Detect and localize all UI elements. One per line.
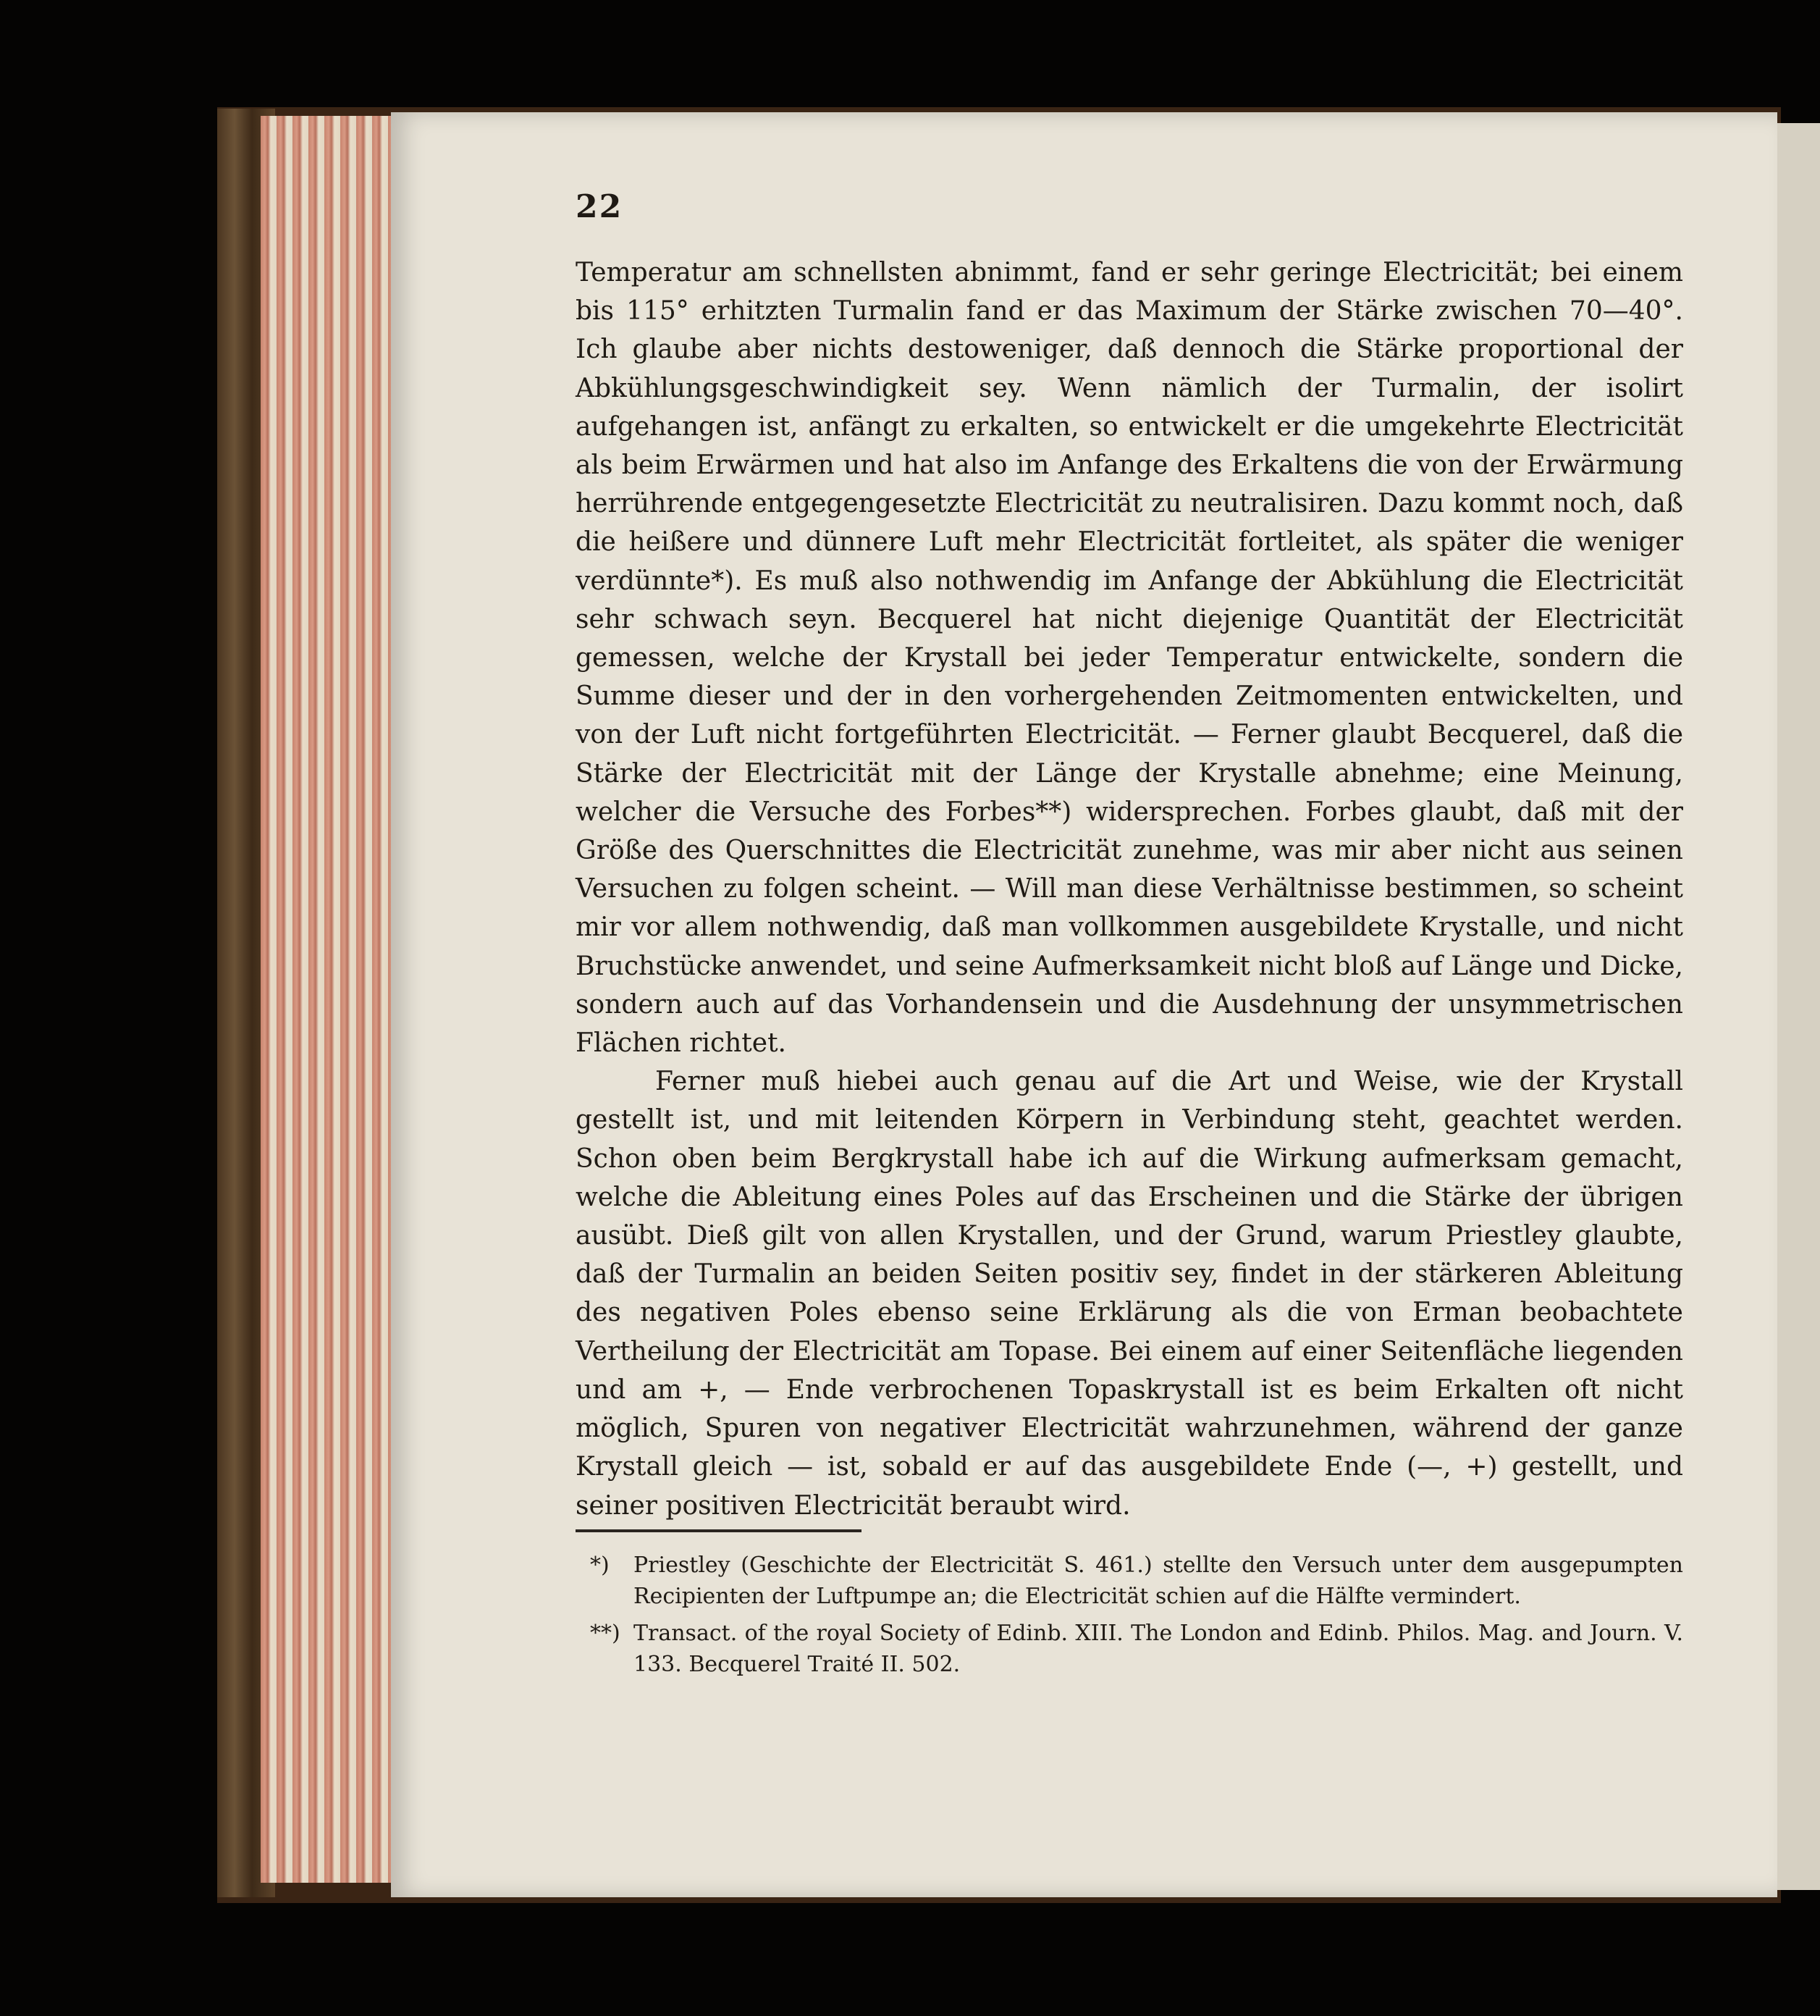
paragraph: Temperatur am schnellsten abnimmt, fand er sehr geringe Electricität; bei einem bis 115° erhitzten Turmalin fand er das Maximum der Stärke zwischen 70—40°. Ich glaube aber nichts destoweniger, daß dennoch die Stärke proportional der Abkühlungsgeschwindigkeit sey. Wenn nämlich der Turmalin, der isolirt aufgehangen ist, anfängt zu erkalten, so entwickelt er die umgekehrte Electricität als beim Erwärmen und hat also im Anfange des Erkaltens die von der Erwärmung herrührende entgegengesetzte Electricität zu neutralisiren. Dazu kommt noch, daß die heißere und dünnere Luft mehr Electricität fortleitet, als später die weniger verdünnte*). Es muß also nothwendig im Anfange der Abkühlung die Electricität sehr schwach seyn. Becquerel hat nicht diejenige Quantität der Electricität gemessen, welche der Krystall bei jeder Temperatur entwickelte, sondern die Summe dieser und der in den vorhergehenden Zeitmomenten entwickelten, und von der Luft nicht fortgeführten Electricität. — Ferner glaubt Becquerel, daß die Stärke der Electricität mit der Länge der Krystalle abnehme; eine Meinung, welcher die Versuche des Forbes**) widersprechen. Forbes glaubt, daß mit der Größe des Querschnittes die Electricität zunehme, was mir aber nicht aus seinen Versuchen zu folgen scheint. — Will man diese Verhältnisse bestimmen, so scheint mir vor allem nothwendig, daß man vollkommen ausgebildete Krystalle, und nicht Bruchstücke anwendet, und seine Aufmerksamkeit nicht bloß auf Länge und Dicke, sondern auch auf das Vorhandensein und die Ausdehnung der unsymmetrischen Flächen richtet. bbox=[576, 258, 1683, 1059]
footnote-marker: **) bbox=[590, 1621, 620, 1646]
footnote-text: Priestley (Geschichte der Electricität S. 461.) stellte den Versuch unter dem ausgepumpten Recipienten der Luftpumpe an; die Electricität schien auf die Hälfte vermindert. bbox=[633, 1553, 1683, 1609]
footnote-text: Transact. of the royal Society of Edinb. XIII. The London and Edinb. Philos. Mag. and Journ. V. 133. Becquerel Traité II. 502. bbox=[633, 1621, 1683, 1677]
page-number: 22 bbox=[576, 188, 623, 225]
body-text bbox=[576, 253, 1683, 1525]
footnote bbox=[576, 1550, 1683, 1612]
footnotes bbox=[576, 1550, 1683, 1686]
footnote-marker: *) bbox=[590, 1553, 610, 1578]
page-edges bbox=[261, 116, 398, 1883]
footnote bbox=[576, 1618, 1683, 1680]
facing-page-edge bbox=[1775, 123, 1820, 1890]
footnote-separator bbox=[576, 1529, 861, 1532]
text-area bbox=[576, 188, 1683, 1781]
paragraph: Ferner muß hiebei auch genau auf die Art und Weise, wie der Krystall gestellt ist, und mit leitenden Körpern in Verbindung steht, geachtet werden. Schon oben beim Bergkrystall habe ich auf die Wirkung aufmerksam gemacht, welche die Ableitung eines Poles auf das Erscheinen und die Stärke der übrigen ausübt. Dieß gilt von allen Krystallen, und der Grund, warum Priestley glaubte, daß der Turmalin an beiden Seiten positiv sey, findet in der stärkeren Ableitung des negativen Poles ebenso seine Erklärung als die von Erman beobachtete Vertheilung der Electricität am Topase. Bei einem auf einer Seitenfläche liegenden und am +, — Ende verbrochenen Topaskrystall ist es beim Erkalten oft nicht möglich, Spuren von negativer Electricität wahrzunehmen, während der ganze Krystall gleich — ist, sobald er auf das ausgebildete Ende (—, +) gestellt, und seiner positiven Electricität beraubt wird. bbox=[576, 1067, 1683, 1521]
book-page bbox=[391, 112, 1777, 1897]
